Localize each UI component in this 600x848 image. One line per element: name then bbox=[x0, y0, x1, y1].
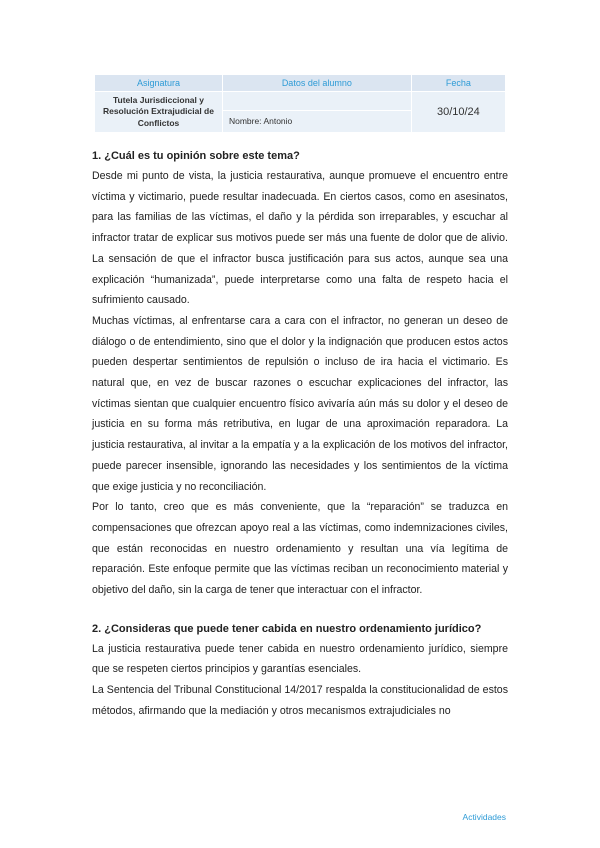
subject-header: Asignatura bbox=[95, 75, 223, 92]
section-gap bbox=[92, 601, 508, 619]
student-blank-cell bbox=[222, 92, 411, 111]
question-1-title: 1. ¿Cuál es tu opinión sobre este tema? bbox=[92, 150, 300, 162]
student-header: Datos del alumno bbox=[222, 75, 411, 92]
question-1-paragraph-3: Por lo tanto, creo que es más conveniente, que la “reparación” se traduzca en compensaciones que ofrezcan apoyo real a las víctimas, como indemnizaciones civiles, que están reconocidas en nuestro ordenamiento y resultan una vía legítima de reparación. Este enfoque permite que las víctimas reciban un reconocimiento material y objetivo del daño, sin la carga de tener que interactuar con el infractor. bbox=[92, 501, 508, 597]
footer-label: Actividades bbox=[462, 812, 506, 822]
question-2-paragraph-1: La justicia restaurativa puede tener cabida en nuestro ordenamiento jurídico, siempre que se respeten ciertos principios y garantías esenciales. bbox=[92, 642, 508, 676]
header-table bbox=[94, 74, 506, 133]
subject-value: Tutela Jurisdiccional y Resolución Extrajudicial de Conflictos bbox=[95, 92, 223, 133]
question-2-title: 2. ¿Consideras que puede tener cabida en nuestro ordenamiento jurídico? bbox=[92, 622, 482, 635]
date-value: 30/10/24 bbox=[411, 92, 505, 133]
question-2-paragraph-2: La Sentencia del Tribunal Constitucional 14/2017 respalda la constitucionalidad de estos métodos, afirmando que la mediación y otros mecanismos extrajudiciales no bbox=[92, 684, 508, 717]
student-name: Nombre: Antonio bbox=[222, 110, 411, 132]
question-1-paragraph-1: Desde mi punto de vista, la justicia restaurativa, aunque promueve el encuentro entre víctima y victimario, puede resultar inadecuada. En ciertos casos, como en asesinatos, para las familias de las víctimas, el daño y la pérdida son irreparables, y escuchar al infractor tratar de explicar sus motivos puede ser más una fuente de dolor que de alivio. La sensación de que el infractor busca justificación para sus actos, aunque sea una explicación “humanizada”, puede interpretarse como una falta de respeto hacia el sufrimiento causado. bbox=[92, 170, 508, 307]
document-body bbox=[92, 146, 508, 722]
date-header: Fecha bbox=[411, 75, 505, 92]
question-1-paragraph-2: Muchas víctimas, al enfrentarse cara a cara con el infractor, no generan un deseo de diálogo o de entendimiento, sino que el dolor y la indignación que producen estos actos pueden despertar sentimientos de repulsión o incluso de ira hacia el victimario. Es natural que, en vez de buscar razones o escuchar explicaciones del infractor, las víctimas sientan que cualquier encuentro físico avivaría aún más su dolor y el deseo de justicia en su forma más retributiva, en lugar de una aproximación reparadora. La justicia restaurativa, al invitar a la empatía y a la explicación de los motivos del infractor, puede parecer insensible, ignorando las necesidades y los sentimientos de la víctima que exige justicia y no reconciliación. bbox=[92, 314, 508, 493]
